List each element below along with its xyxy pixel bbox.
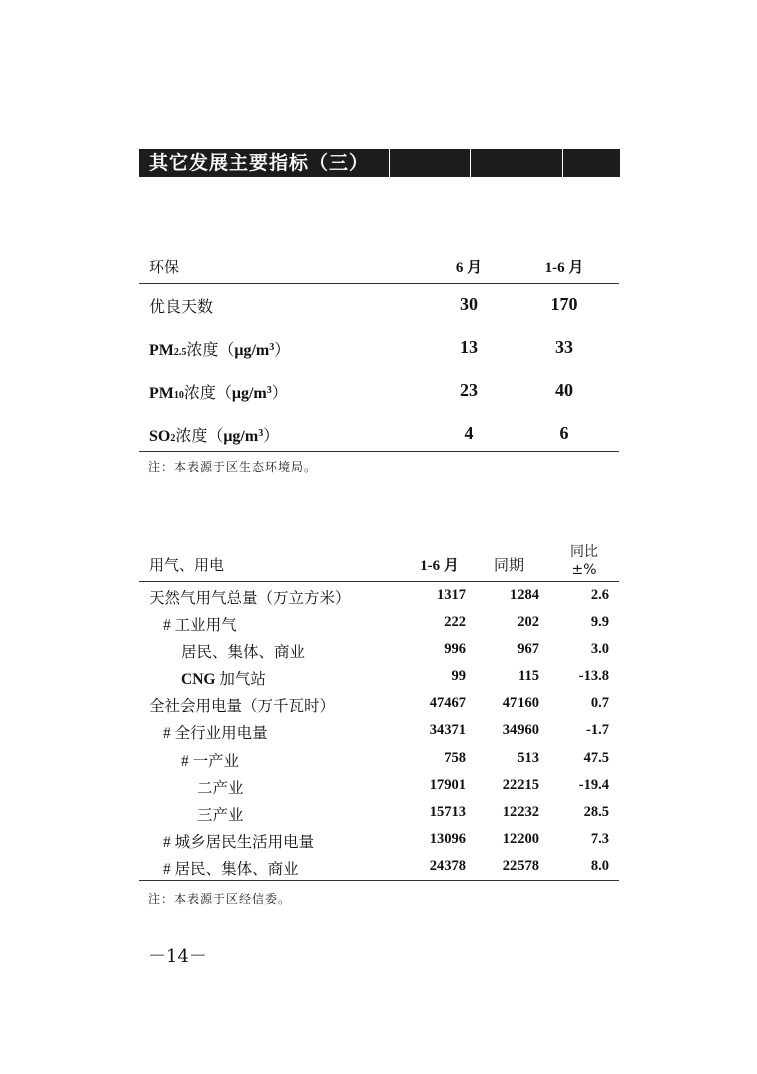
header-divider <box>389 149 390 177</box>
pollutant-subscript: 2 <box>170 433 176 444</box>
row-yoy-value: 7.3 <box>590 830 609 847</box>
page-number: －14－ <box>148 946 207 967</box>
table-row <box>139 636 619 663</box>
pollutant-subscript: 10 <box>173 390 184 401</box>
gas-header-yoy <box>554 543 614 579</box>
table-row <box>139 370 619 413</box>
label-close: ） <box>274 342 291 359</box>
label-text: 加气站 <box>219 671 266 689</box>
row-yoy-value: -13.8 <box>578 668 609 685</box>
row-label: # 一产业 <box>181 752 240 770</box>
row-yoy-value: 28.5 <box>583 803 609 820</box>
row-ytd-value: 1317 <box>437 587 466 603</box>
row-prev-value: 513 <box>517 749 539 766</box>
table-row <box>139 690 619 717</box>
row-label: 三产业 <box>197 806 244 824</box>
cng-label: CNG <box>181 671 216 689</box>
row-label: # 居民、集体、商业 <box>163 860 299 878</box>
table-row <box>139 609 619 636</box>
gas-header-label: 用气、用电 <box>149 556 225 574</box>
label-text: 浓度（ <box>175 428 224 445</box>
row-label: # 工业用气 <box>163 617 237 635</box>
row-ytd-value: 47467 <box>429 695 466 712</box>
row-prev-value: 967 <box>517 641 539 658</box>
gas-table-header <box>139 540 619 582</box>
label-close: ） <box>263 428 280 445</box>
yoy-line1: 同比 <box>570 544 598 560</box>
row-prev-value: 12200 <box>502 830 539 847</box>
row-ytd-value: 758 <box>444 749 466 766</box>
row-ytd-value: 99 <box>451 668 466 685</box>
table-row <box>139 663 619 690</box>
row-label: # 城乡居民生活用电量 <box>163 833 315 851</box>
table-row <box>139 327 619 370</box>
row-prev-value: 1284 <box>510 587 539 603</box>
unit-superscript: 3 <box>258 428 264 439</box>
yoy-line2: ±% <box>571 562 597 578</box>
pollutant-subscript: 2.5 <box>173 347 187 358</box>
header-divider <box>562 149 563 177</box>
row-yoy-value: 3.0 <box>590 641 609 658</box>
environment-table-note: 注：本表源于区生态环境局。 <box>148 460 318 474</box>
row-ytd-value: 34371 <box>429 722 466 739</box>
row-label <box>181 667 266 689</box>
row-label <box>149 337 290 360</box>
row-ytd-value: 24378 <box>429 857 466 874</box>
label-close: ） <box>271 385 288 402</box>
row-label <box>149 423 279 446</box>
row-yoy-value: 8.0 <box>590 857 609 874</box>
environment-table-header <box>139 244 619 284</box>
table-row <box>139 582 619 609</box>
label-text: 浓度（ <box>183 385 232 402</box>
row-ytd-value: 6 <box>559 423 569 443</box>
row-prev-value: 22578 <box>502 857 539 874</box>
row-yoy-value: 9.9 <box>590 614 609 631</box>
table-row <box>139 772 619 799</box>
section-header-bar <box>139 149 620 177</box>
pollutant-name: PM <box>149 385 174 402</box>
row-yoy-value: 2.6 <box>590 587 609 603</box>
gas-header-prev: 同期 <box>493 556 524 574</box>
label-text: 浓度（ <box>186 342 235 359</box>
table-row <box>139 745 619 772</box>
row-label: 居民、集体、商业 <box>181 644 306 662</box>
row-ytd-value: 17901 <box>429 776 466 793</box>
unit-text: μg/m <box>234 342 270 359</box>
row-ytd-value: 15713 <box>429 803 466 820</box>
env-header-month: 6 月 <box>455 260 483 276</box>
gas-electricity-table <box>139 540 619 881</box>
row-month-value: 30 <box>460 294 478 314</box>
row-ytd-value: 13096 <box>429 830 466 847</box>
row-prev-value: 22215 <box>502 776 539 793</box>
row-ytd-value: 996 <box>444 641 466 658</box>
table-row <box>139 826 619 853</box>
env-header-ytd: 1-6 月 <box>544 260 584 276</box>
row-yoy-value: -1.7 <box>586 722 609 739</box>
row-label: 全社会用电量（万千瓦时） <box>149 698 336 716</box>
row-label: # 全行业用电量 <box>163 725 268 743</box>
row-prev-value: 12232 <box>502 803 539 820</box>
row-ytd-value: 170 <box>550 294 578 314</box>
unit-superscript: 3 <box>266 385 272 396</box>
row-month-value: 13 <box>460 337 478 357</box>
row-yoy-value: 0.7 <box>590 695 609 712</box>
pollutant-name: SO <box>149 428 171 445</box>
row-prev-value: 202 <box>517 614 539 631</box>
row-month-value: 4 <box>464 423 474 443</box>
table-row <box>139 717 619 744</box>
row-prev-value: 115 <box>518 668 539 685</box>
gas-table-note: 注：本表源于区经信委。 <box>148 892 292 906</box>
gas-header-ytd: 1-6 月 <box>420 558 459 574</box>
row-yoy-value: 47.5 <box>583 749 609 766</box>
env-header-label: 环保 <box>149 258 180 276</box>
header-divider <box>470 149 471 177</box>
table-row <box>139 799 619 826</box>
row-label: 优良天数 <box>149 299 214 316</box>
row-label: 天然气用气总量（万立方米） <box>149 590 351 607</box>
row-yoy-value: -19.4 <box>578 776 609 793</box>
pollutant-name: PM <box>149 342 174 359</box>
environment-table <box>139 244 619 452</box>
row-ytd-value: 222 <box>444 614 466 631</box>
row-month-value: 23 <box>460 380 478 400</box>
row-label <box>149 380 288 403</box>
unit-text: μg/m <box>231 385 267 402</box>
row-ytd-value: 33 <box>555 337 573 357</box>
row-ytd-value: 40 <box>555 380 573 400</box>
unit-superscript: 3 <box>269 342 275 353</box>
row-prev-value: 47160 <box>502 695 539 712</box>
row-label: 二产业 <box>197 779 244 797</box>
section-title: 其它发展主要指标（三） <box>149 152 370 174</box>
table-row <box>139 853 619 881</box>
unit-text: μg/m <box>223 428 259 445</box>
row-prev-value: 34960 <box>502 722 539 739</box>
table-row <box>139 284 619 327</box>
table-row <box>139 413 619 452</box>
